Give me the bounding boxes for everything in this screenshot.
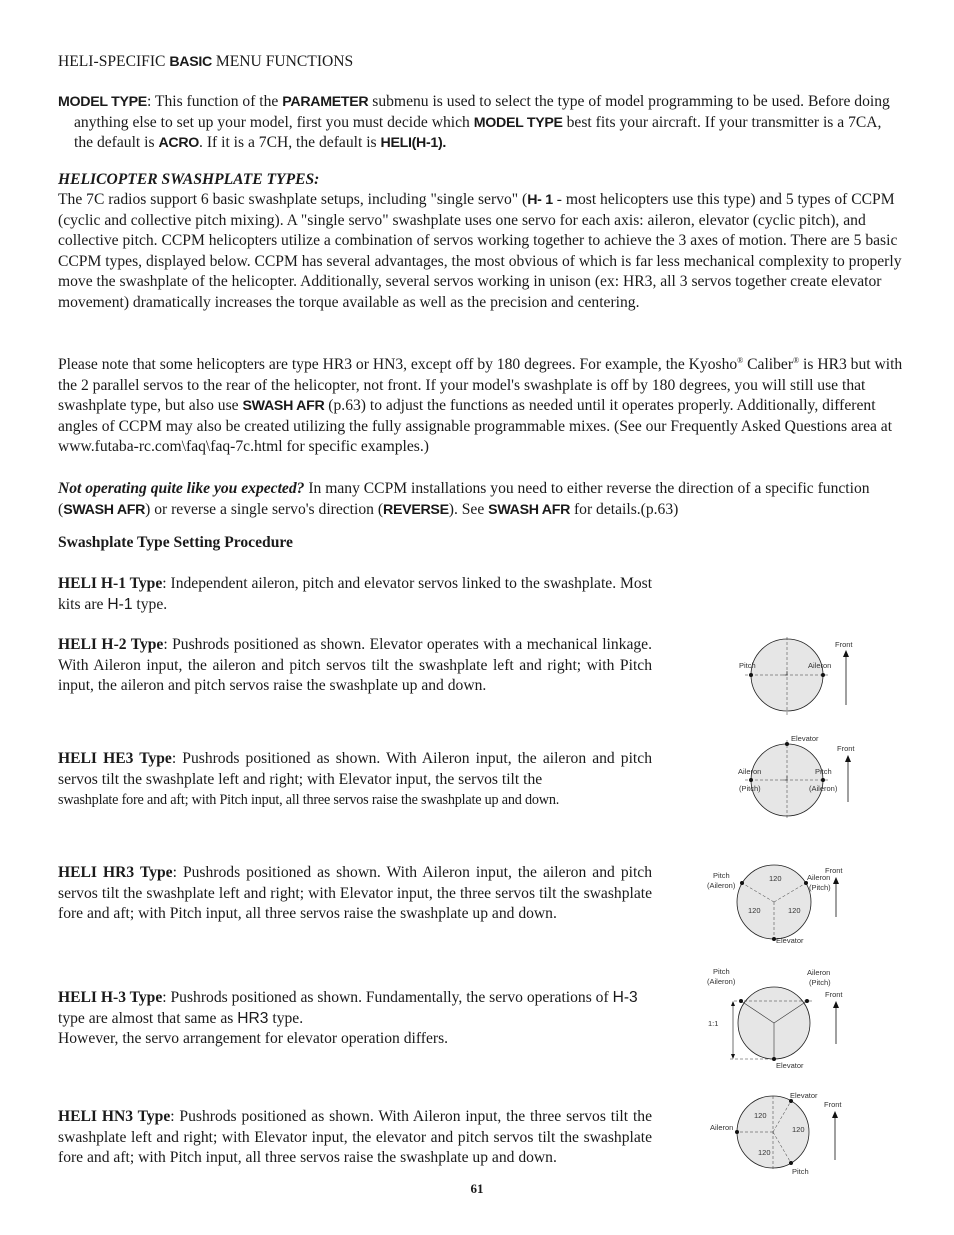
type-h1-name: HELI H-1 Type (58, 575, 163, 592)
label-elevator: Elevator (776, 936, 804, 945)
text-run: type. (132, 595, 168, 613)
swash-afr-label-2: SWASH AFR (488, 501, 571, 518)
not-operating-lead: Not operating quite like you expected? (58, 480, 305, 497)
header-prefix: HELI-SPECIFIC (58, 53, 170, 70)
h1-code: H- 1 (527, 192, 553, 208)
header-suffix: MENU FUNCTIONS (211, 53, 354, 70)
hr3-code-inline: HR3 (237, 1009, 269, 1027)
label-front: Front (825, 990, 843, 999)
type-hr3-paragraph (58, 863, 652, 925)
text-run: type. (268, 1009, 304, 1027)
h3-code-inline: H-3 (612, 989, 638, 1006)
text-run: type are almost that same as (58, 1009, 238, 1027)
type-he3-name: HELI HE3 Type (58, 750, 172, 767)
label-aileron-sub: (Pitch) (809, 883, 831, 892)
text-run: is HR3 but with the 2 parallel servos to the rear of the helicopter, not front. If your model's swashplate is off by 180 degrees, you will still use that swashplate type, but also use (58, 356, 903, 415)
h1-code-inline: H-1 (107, 595, 133, 613)
label-front: Front (824, 1100, 842, 1109)
registered-mark: ® (737, 356, 744, 365)
model-type-paragraph (58, 92, 904, 154)
label-aileron-sub: (Pitch) (809, 978, 831, 987)
type-hr3-name: HELI HR3 Type (58, 864, 173, 881)
label-aileron: Aileron (807, 873, 831, 882)
label-pitch-sub: (Aileron) (707, 881, 736, 890)
diagram-hr3 (704, 862, 854, 948)
label-front: Front (835, 640, 853, 649)
pitch-servo-point (740, 881, 744, 885)
text-run: . If it is a 7CH, the default is (199, 134, 381, 152)
label-angle-top: 120 (769, 874, 782, 883)
swashplate-heading: HELICOPTER SWASHPLATE TYPES: (58, 171, 320, 188)
label-elevator: Elevator (790, 1091, 818, 1100)
type-h3-name: HELI H-3 Type (58, 989, 163, 1006)
pitch-servo-point (821, 778, 825, 782)
label-aileron: Aileron (710, 1123, 734, 1132)
procedure-heading: Swashplate Type Setting Procedure (58, 534, 293, 551)
type-h2-paragraph (58, 635, 652, 697)
text-run: best fits your aircraft. If your transmitter is a 7CA, the default is (74, 113, 882, 152)
text-run: However, the servo arrangement for elevator operation differs. (58, 1030, 449, 1048)
diagram-he3 (730, 732, 860, 824)
label-pitch: Pitch (739, 661, 756, 670)
label-pitch-sub: (Aileron) (707, 977, 736, 986)
label-aileron: Aileron (808, 661, 832, 670)
label-angle-a: 120 (754, 1111, 767, 1120)
page-number: 61 (470, 1181, 484, 1196)
acro-label: ACRO (158, 135, 200, 152)
type-he3-paragraph (58, 749, 652, 811)
parameter-label: PARAMETER (282, 94, 369, 110)
text-run: : Pushrods positioned as shown. Fundamentally, the servo operations of (162, 989, 613, 1006)
diagram-h3 (704, 964, 854, 1076)
text-run: Caliber (743, 356, 794, 373)
type-hn3-name: HELI HN3 Type (58, 1108, 171, 1125)
heli-label: HELI(H-1). (380, 135, 447, 152)
label-pitch: Pitch (713, 967, 730, 976)
text-run: - most helicopters use this type) and 5 types of CCPM (cyclic and collective pitch mixing). A "single servo" swashplate uses one servo for each axis: aileron, elevator (cyclic pitch), and collective pitch. CCPM helicopters utilize a combination of servos working together to achieve the 3 axes of motion. There are 5 basic CCPM types, displayed below. CCPM has several advantages, the most obvious of which is far less mechanical complexity to properly move the swashplate of the helicopter. Additionally, several servos working in unison (ex: HR3, all 3 servos together create elevator movement) dramatically increases the torque available as well as the precision and centering. (58, 191, 902, 311)
aileron-servo-point (749, 778, 753, 782)
aileron-servo-point (805, 999, 809, 1003)
label-angle-right: 120 (788, 906, 801, 915)
model-type-label-2: MODEL TYPE (473, 114, 563, 131)
diagram-hn3 (706, 1088, 856, 1180)
text-run: ). See (448, 500, 489, 518)
ratio-arrow-top (731, 1001, 735, 1006)
text-run: ) or reverse a single servo's direction ( (145, 500, 384, 518)
swash-afr-label: SWASH AFR (242, 398, 325, 415)
reverse-label: REVERSE (383, 501, 449, 518)
label-angle-left: 120 (748, 906, 761, 915)
text-run: Please note that some helicopters are type HR3 or HN3, except off by 180 degrees. For example, the Kyosho (58, 356, 738, 373)
text-run: : Independent aileron, pitch and elevator servos linked to the swashplate. Most kits are (58, 575, 653, 613)
text-run: submenu is used to select the type of model programming to be used. Before doing anything else to set up your model, first you must decide which (74, 93, 890, 131)
not-operating-paragraph (58, 479, 908, 520)
elevator-servo-point (785, 742, 789, 746)
text-run: In many CCPM installations you need to either reverse the direction of a specific function ( (58, 480, 870, 518)
model-type-label: MODEL TYPE (58, 94, 147, 110)
front-arrow-head (832, 1111, 838, 1118)
text-run: for details.(p.63) (570, 500, 679, 518)
front-arrow-head (833, 1001, 839, 1008)
label-pitch-sub: (Aileron) (809, 784, 838, 793)
front-arrow-head (843, 650, 849, 657)
text-run: : Pushrods positioned as shown. Elevator operates with a mechanical linkage. With Aileron input, the aileron and pitch servos tilt the swashplate left and right; with Pitch input, the aileron and pitch servos raise the swashplate up and down. (58, 636, 652, 695)
label-ratio: 1:1 (708, 1019, 719, 1028)
label-elevator: Elevator (791, 734, 819, 743)
type-h3-paragraph (58, 988, 654, 1050)
text-run: : Pushrods positioned as shown. With Aileron input, the aileron and pitch servos tilt the swashplate left and right; with Elevator input, the three servos tilt the swashplate fore and aft; with Pitch input, all three servos raise the swashplate up and down. (58, 864, 652, 923)
section-header (58, 52, 353, 73)
type-hn3-paragraph (58, 1107, 652, 1169)
label-pitch: Pitch (792, 1167, 809, 1176)
text-run: (p.63) to adjust the functions as needed until it operates properly. Additionally, different angles of CCPM may also be created utilizing the fully assignable programmable mixes. (See our Frequently Asked Questions area at www.futaba-rc.com\faq\faq-7c.html for specific examples.) (58, 397, 893, 456)
swashplate-paragraph (58, 190, 908, 314)
note-paragraph (58, 355, 908, 458)
text-run: : This function of the (146, 93, 283, 110)
label-elevator: Elevator (776, 1061, 804, 1070)
pitch-servo-point (789, 1161, 793, 1165)
aileron-servo-point (821, 673, 825, 677)
front-arrow-head (845, 755, 851, 762)
front-arrow-head (833, 877, 839, 884)
label-aileron: Aileron (807, 968, 831, 977)
label-pitch: Pitch (815, 767, 832, 776)
type-h2-name: HELI H-2 Type (58, 636, 164, 653)
pitch-servo-point (739, 999, 743, 1003)
aileron-servo-point (735, 1130, 739, 1134)
label-angle-b: 120 (792, 1125, 805, 1134)
diagram-h2 (730, 635, 860, 725)
label-front: Front (825, 866, 843, 875)
text-run: : Pushrods positioned as shown. With Aileron input, the aileron and pitch servos tilt the swashplate left and right; with Elevator input, the servos tilt the (58, 750, 652, 788)
swash-afr-label: SWASH AFR (63, 501, 146, 518)
pitch-servo-point (749, 673, 753, 677)
text-run: : Pushrods positioned as shown. With Aileron input, the three servos tilt the swashplate left and right; with Elevator input, the elevator and pitch servos tilt the swashplate fore and aft; with Pitch input, all three servos raise the swashplate up and down. (58, 1108, 652, 1167)
text-run: swashplate fore and aft; with Pitch input, all three servos raise the swashplate up and down. (58, 792, 560, 809)
label-front: Front (837, 744, 855, 753)
registered-mark: ® (793, 356, 800, 365)
ratio-arrow-bottom (731, 1054, 735, 1059)
type-h1-paragraph (58, 574, 658, 615)
label-pitch: Pitch (713, 871, 730, 880)
label-aileron: Aileron (738, 767, 762, 776)
label-angle-c: 120 (758, 1148, 771, 1157)
label-aileron-sub: (Pitch) (739, 784, 761, 793)
header-basic: BASIC (169, 54, 212, 70)
text-run: The 7C radios support 6 basic swashplate setups, including "single servo" ( (58, 191, 528, 208)
